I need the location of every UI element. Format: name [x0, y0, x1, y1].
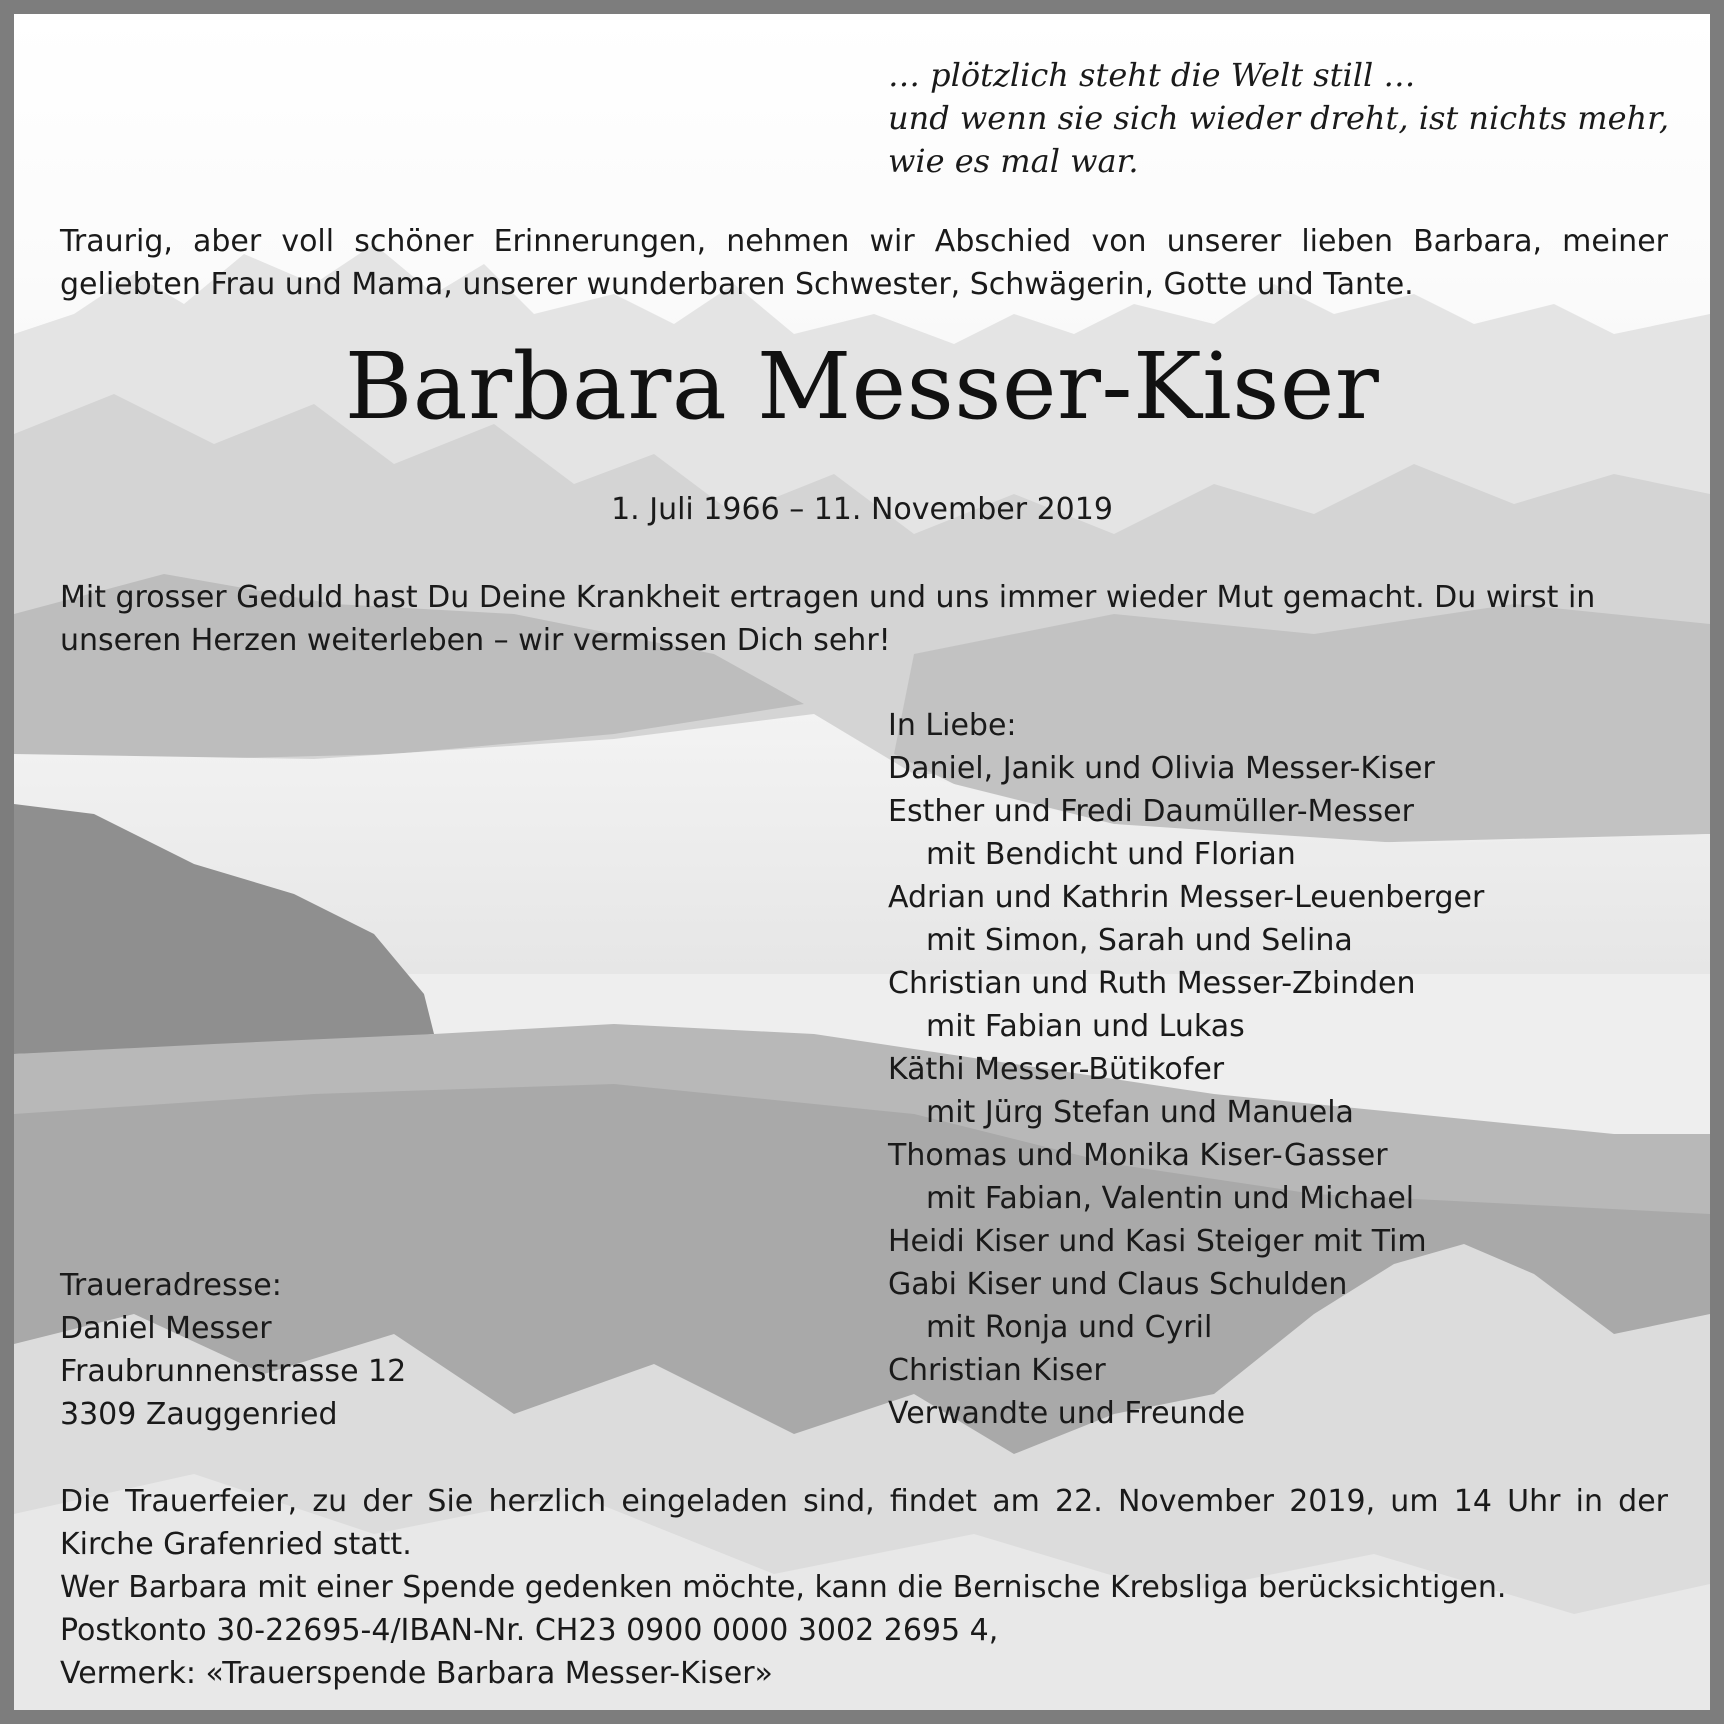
quote-line: … plötzlich steht die Welt still …: [888, 56, 1416, 94]
family-line: Käthi Messer-Bütikofer: [888, 1052, 1225, 1087]
life-dates: 1. Juli 1966 – 11. November 2019: [611, 492, 1113, 527]
family-line: Heidi Kiser und Kasi Steiger mit Tim: [888, 1224, 1427, 1259]
memorial-message: Mit grosser Geduld hast Du Deine Krankheit ertragen und uns immer wieder Mut gemacht. Du wirst in unseren Herzen weiterleben – wir vermissen Dich sehr!: [60, 580, 1596, 658]
intro-paragraph: Traurig, aber voll schöner Erinnerungen, nehmen wir Abschied von unserer lieben Barbara, meiner geliebten Frau und Mama, unserer wunderbaren Schwester, Schwägerin, Gotte und Tante.: [60, 224, 1668, 302]
family-heading: In Liebe:: [888, 708, 1017, 743]
ceremony-paragraph: Die Trauerfeier, zu der Sie herzlich eingeladen sind, findet am 22. November 2019, um 14 Uhr in der Kirche Grafenried statt.: [60, 1484, 1668, 1562]
quote-line: wie es mal war.: [888, 142, 1139, 180]
mourning-address: [60, 1264, 660, 1436]
donation-line: Wer Barbara mit einer Spende gedenken möchte, kann die Bernische Krebsliga berücksichtigen.: [60, 1570, 1507, 1605]
address-name: Daniel Messer: [60, 1311, 272, 1346]
family-line: Christian Kiser: [888, 1353, 1106, 1388]
family-line: mit Bendicht und Florian: [926, 837, 1296, 872]
family-line: Esther und Fredi Daumüller-Messer: [888, 794, 1414, 829]
quote-block: [888, 54, 1668, 183]
family-line: Thomas und Monika Kiser-Gasser: [888, 1138, 1388, 1173]
family-line: Verwandte und Freunde: [888, 1396, 1246, 1431]
closing-block: [60, 1480, 1668, 1695]
deceased-name: Barbara Messer-Kiser: [344, 333, 1380, 440]
address-city: 3309 Zauggenried: [60, 1397, 338, 1432]
family-line: mit Jürg Stefan und Manuela: [926, 1095, 1354, 1130]
account-line: Postkonto 30-22695-4/IBAN-Nr. CH23 0900 0000 3002 2695 4,: [60, 1613, 999, 1648]
family-line: Adrian und Kathrin Messer-Leuenberger: [888, 880, 1485, 915]
family-line: Gabi Kiser und Claus Schulden: [888, 1267, 1348, 1302]
family-line: Christian und Ruth Messer-Zbinden: [888, 966, 1416, 1001]
quote-line: und wenn sie sich wieder dreht, ist nichts mehr,: [888, 99, 1670, 137]
family-line: mit Fabian, Valentin und Michael: [926, 1181, 1415, 1216]
note-line: Vermerk: «Trauerspende Barbara Messer-Kiser»: [60, 1656, 773, 1691]
family-line: mit Fabian und Lukas: [926, 1009, 1245, 1044]
address-street: Fraubrunnenstrasse 12: [60, 1354, 407, 1389]
family-line: Daniel, Janik und Olivia Messer-Kiser: [888, 751, 1435, 786]
family-list: [888, 704, 1688, 1435]
family-line: mit Ronja und Cyril: [926, 1310, 1213, 1345]
family-line: mit Simon, Sarah und Selina: [926, 923, 1353, 958]
address-heading: Traueradresse:: [60, 1268, 282, 1303]
